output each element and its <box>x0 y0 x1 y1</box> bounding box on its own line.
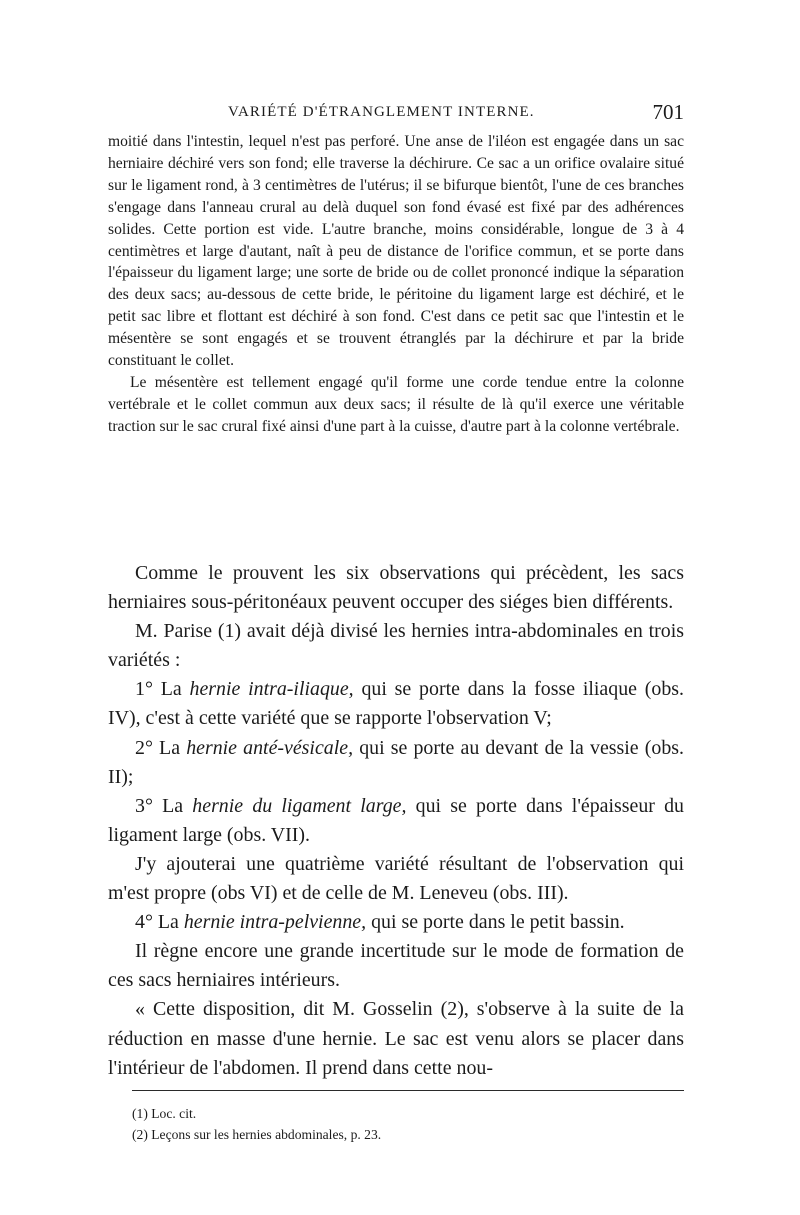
variety-description: qui se porte dans l'épaisseur du ligament large (obs. VII). <box>108 794 685 846</box>
paragraph: J'y ajouterai une quatrième variété résultant de l'observation qui m'est propre (obs VI) et de celle de M. Leneveu (obs. III). <box>108 852 684 905</box>
running-header <box>108 100 684 124</box>
page-number: 701 <box>652 100 684 124</box>
paragraph: moitié dans l'intestin, lequel n'est pas perforé. Une anse de l'iléon est engagée dans un sac herniaire déchiré vers son fond; elle traverse la déchirure. Ce sac a un orifice ovalaire situé sur le ligament rond, à 3 centimètres de l'utérus; il se bifurque bientôt, l'une de ces branches s'engage dans l'anneau crural au delà duquel son fond évasé est fixé par des adhérences solides. Cette portion est vide. L'autre branche, moins considérable, longue de 3 à 4 centimètres et large d'autant, naît à peu de distance de l'orifice commun, et se porte dans l'épaisseur du ligament large; une sorte de bride ou de collet prononcé indique la séparation des deux sacs; au-dessous de cette bride, le péritoine du ligament large est déchiré, et le petit sac libre et flottant est déchiré à son fond. C'est dans ce petit sac que l'intestin et le mésentère se sont engagés et se trouvent étranglés par la déchirure et par la bride constituant le collet. <box>108 133 684 370</box>
paragraph: Il règne encore une grande incertitude sur le mode de formation de ces sacs herniaires intérieurs. <box>108 940 684 992</box>
variety-3 <box>108 792 684 850</box>
variety-number: 1° La <box>135 678 190 701</box>
variety-number: 4° La <box>135 911 184 934</box>
variety-2 <box>108 734 684 792</box>
paragraph: Comme le prouvent les six observations qui précèdent, les sacs herniaires sous-péritonéaux peuvent occuper des siéges bien différents. <box>108 562 684 614</box>
variety-term: hernie intra-pelvienne, <box>183 911 367 934</box>
paragraph: M. Parise (1) avait déjà divisé les hernies intra-abdominales en trois variétés : <box>108 620 684 672</box>
variety-number: 3° La <box>135 794 193 817</box>
variety-description: qui se porte au devant de la vessie (obs. II); <box>108 736 684 788</box>
paragraph: Le mésentère est tellement engagé qu'il forme une corde tendue entre la colonne vertébrale et le collet commun aux deux sacs; il résulte de là qu'il exerce une véritable traction sur le sac crural fixé ainsi d'une part à la cuisse, d'autre part à la colonne vertébrale. <box>108 373 684 435</box>
paragraph: « Cette disposition, dit M. Gosselin (2), s'observe à la suite de la réduction en masse d'une hernie. Le sac est venu alors se placer dans l'intérieur de l'abdomen. Il prend dans cette nou- <box>108 998 684 1079</box>
variety-1 <box>108 675 684 733</box>
variety-term: hernie intra-iliaque, <box>189 678 354 701</box>
footnote-rule <box>132 1090 684 1091</box>
footnote: (1) Loc. cit. <box>132 1106 197 1121</box>
variety-term: hernie du ligament large, <box>192 794 407 817</box>
footnotes <box>132 1103 684 1145</box>
variety-description: qui se porte dans la fosse iliaque (obs. IV), c'est à cette variété que se rapporte l'observation V; <box>108 678 685 730</box>
variety-number: 2° La <box>135 736 187 759</box>
case-report-text <box>108 131 684 438</box>
footnote: (2) Leçons sur les hernies abdominales, p. 23. <box>132 1127 382 1142</box>
variety-description: qui se porte dans le petit bassin. <box>366 911 625 934</box>
running-title: VARIÉTÉ D'ÉTRANGLEMENT INTERNE. <box>228 104 535 120</box>
variety-term: hernie anté-vésicale, <box>186 736 354 759</box>
main-text <box>108 559 684 1083</box>
variety-4 <box>108 908 684 937</box>
